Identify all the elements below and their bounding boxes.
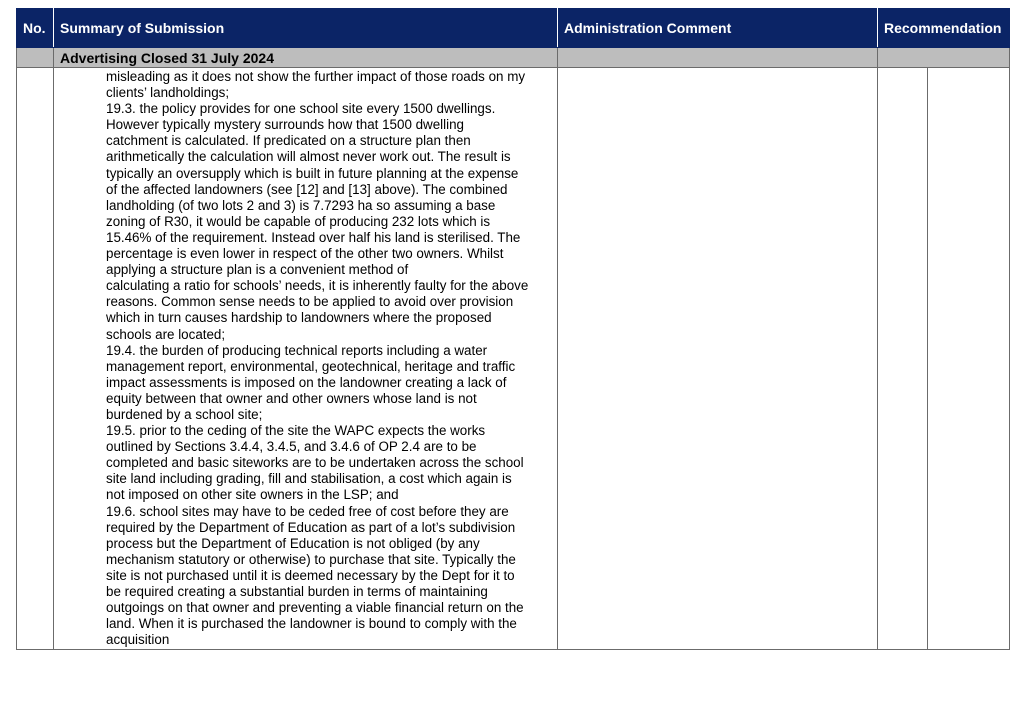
summary-line: 19.6. school sites may have to be ceded free of cost before they are [106, 503, 509, 519]
summary-line: site is not purchased until it is deemed necessary by the Dept for it to [106, 567, 515, 583]
comment-cell [558, 68, 878, 650]
recommendation-cell [878, 68, 1010, 650]
header-recommendation: Recommendation [878, 9, 1010, 48]
summary-line: outgoings on that owner and preventing a viable financial return on the [106, 600, 524, 616]
summary-line: landholding (of two lots 2 and 3) is 7.7293 ha so assuming a base [106, 197, 496, 213]
summary-line: acquisition [106, 632, 170, 648]
header-no: No. [17, 9, 54, 48]
summary-line: mechanism statutory or otherwise) to purchase that site. Typically the [106, 551, 516, 567]
summary-line: outlined by Sections 3.4.4, 3.4.5, and 3.4.6 of OP 2.4 are to be [106, 439, 477, 455]
summary-line: of the affected landowners (see [12] and [13] above). The combined [106, 181, 508, 197]
summary-line: equity between that owner and other owners whose land is not [106, 390, 477, 406]
summary-line: process but the Department of Education is not obliged (by any [106, 535, 480, 551]
summary-line: required by the Department of Education as part of a lot’s subdivision [106, 519, 516, 535]
summary-line: not imposed on other site owners in the LSP; and [106, 487, 399, 503]
submissions-table-container [16, 8, 1009, 650]
summary-line: typically an oversupply which is built in future planning at the expense [106, 165, 519, 181]
summary-line: completed and basic siteworks are to be undertaken across the school [106, 455, 524, 471]
summary-line: percentage is even lower in respect of the other two owners. Whilst [106, 246, 504, 262]
submissions-table [16, 8, 1010, 650]
summary-cell [54, 68, 558, 650]
section-label: Advertising Closed 31 July 2024 [54, 48, 558, 68]
summary-line: clients’ landholdings; [106, 85, 230, 101]
summary-line: 15.46% of the requirement. Instead over half his land is sterilised. The [106, 229, 521, 245]
summary-line: burdened by a school site; [106, 406, 263, 422]
summary-line: schools are located; [106, 326, 226, 342]
section-row-comment-cell [558, 48, 878, 68]
summary-line: management report, environmental, geotechnical, heritage and traffic [106, 358, 516, 374]
header-summary: Summary of Submission [54, 9, 558, 48]
summary-line: calculating a ratio for schools’ needs, it is inherently faulty for the above [106, 278, 529, 294]
summary-line: site land including grading, fill and stabilisation, a cost which again is [106, 471, 512, 487]
table-row [17, 68, 1010, 650]
summary-line: misleading as it does not show the further impact of those roads on my [106, 69, 526, 84]
summary-line: 19.3. the policy provides for one school site every 1500 dwellings. [106, 101, 496, 117]
summary-line: be required creating a substantial burden in terms of maintaining [106, 584, 488, 599]
table-header-row [17, 9, 1010, 48]
summary-line: catchment is calculated. If predicated on a structure plan then [106, 133, 471, 149]
summary-line: which in turn causes hardship to landowners where the proposed [106, 310, 492, 326]
section-row [17, 48, 1010, 68]
summary-line: 19.5. prior to the ceding of the site the WAPC expects the works [106, 423, 486, 439]
recommendation-divider [927, 68, 928, 649]
section-row-recommendation-cell [878, 48, 1010, 68]
summary-line: 19.4. the burden of producing technical reports including a water [106, 342, 488, 358]
header-comment: Administration Comment [558, 9, 878, 48]
summary-line: land. When it is purchased the landowner is bound to comply with the [106, 616, 517, 632]
summary-line: impact assessments is imposed on the landowner creating a lack of [106, 374, 507, 390]
summary-line: reasons. Common sense needs to be applied to avoid over provision [106, 294, 514, 310]
summary-line: However typically mystery surrounds how that 1500 dwelling [106, 117, 464, 133]
summary-line: applying a structure plan is a convenient method of [106, 262, 409, 278]
summary-line: arithmetically the calculation will almost never work out. The result is [106, 149, 511, 165]
summary-line: zoning of R30, it would be capable of producing 232 lots which is [106, 213, 491, 229]
section-row-no-cell [17, 48, 54, 68]
row-number-cell [17, 68, 54, 650]
summary-text [54, 68, 557, 648]
